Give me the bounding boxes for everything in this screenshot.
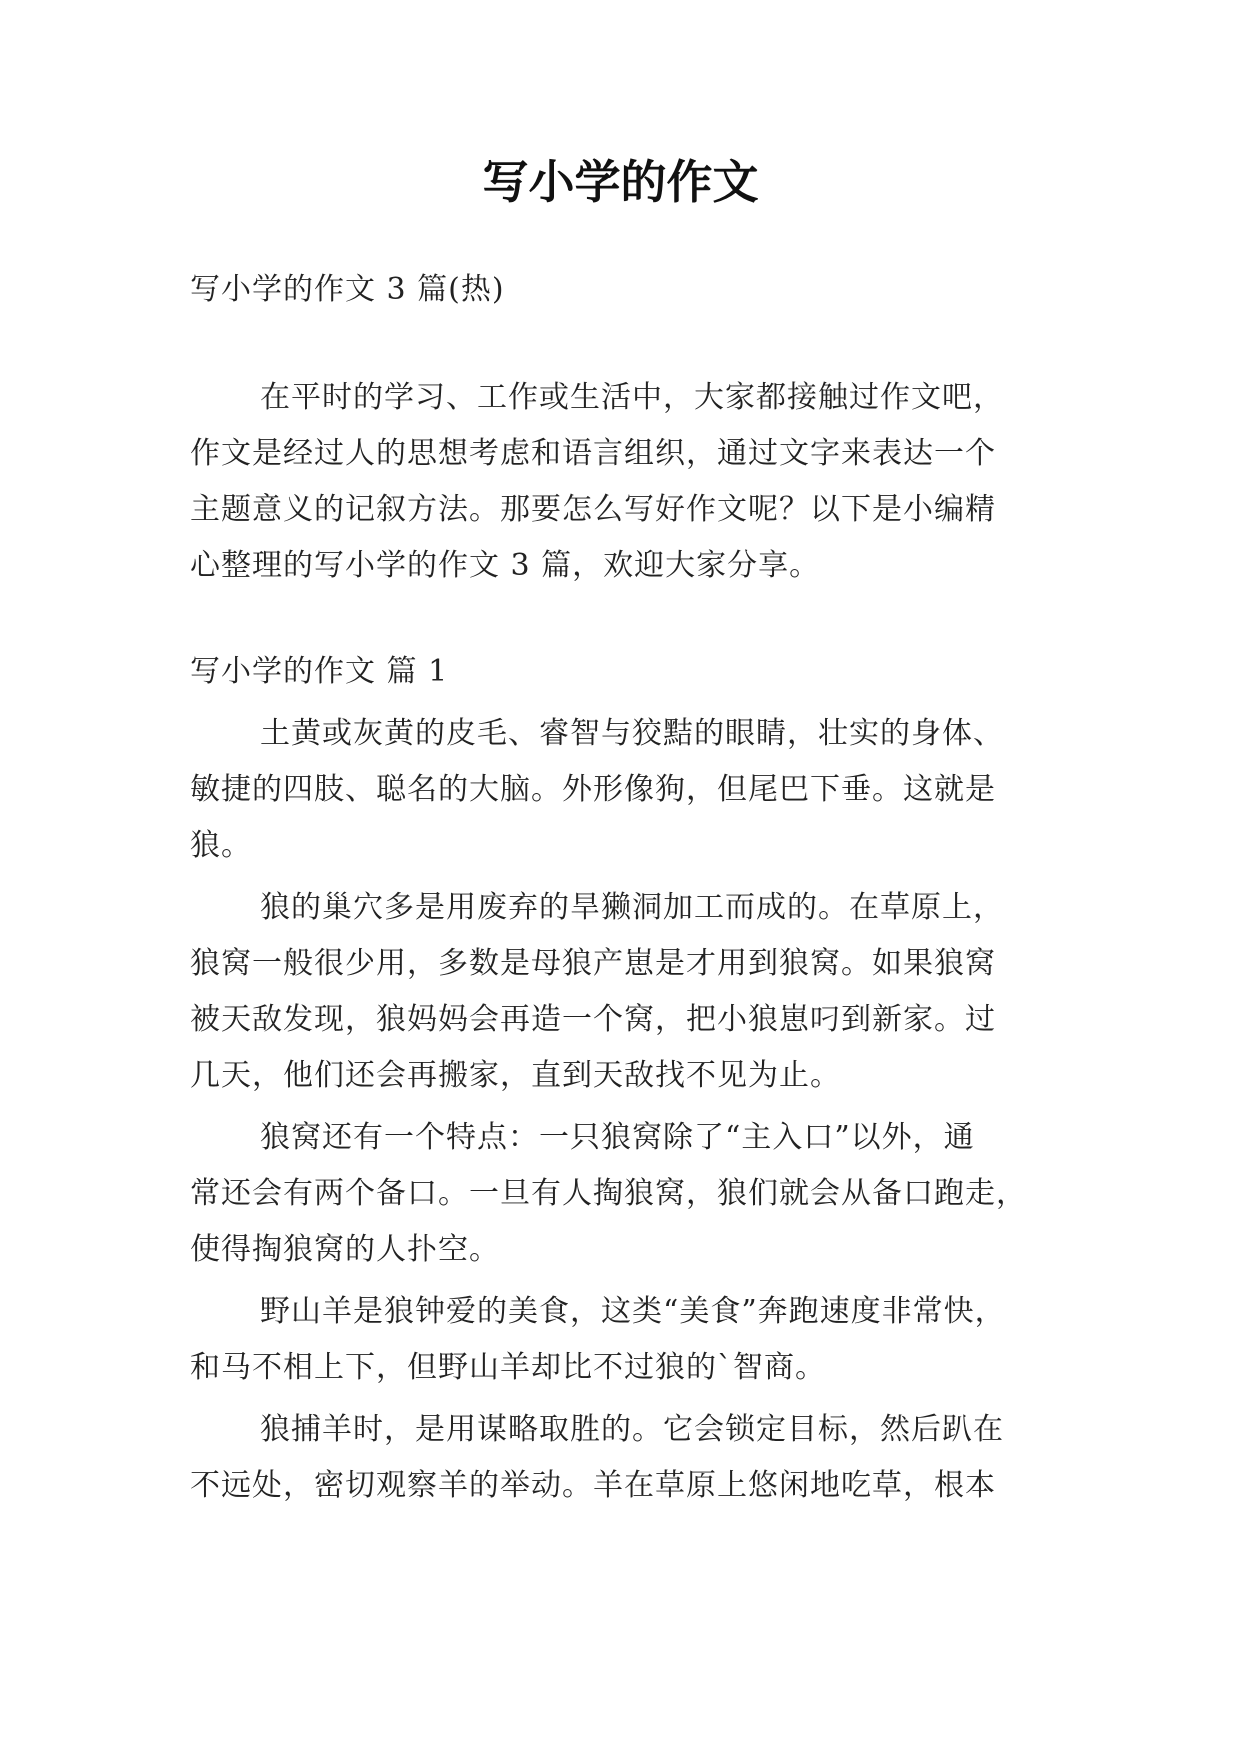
paragraph-line: 狼。 (190, 828, 252, 863)
intro-line: 心整理的写小学的作文 3 篇，欢迎大家分享。 (190, 548, 821, 583)
paragraph-line: 不远处，密切观察羊的举动。羊在草原上悠闲地吃草，根本 (190, 1468, 996, 1503)
paragraph-line: 和马不相上下，但野山羊却比不过狼的`智商。 (190, 1350, 826, 1385)
paragraph-line: 敏捷的四肢、聪名的大脑。外形像狗，但尾巴下垂。这就是 (190, 772, 996, 807)
paragraph-line: 被天敌发现，狼妈妈会再造一个窝，把小狼崽叼到新家。过 (190, 1002, 996, 1037)
paragraph-line: 使得掏狼窝的人扑空。 (190, 1232, 500, 1267)
document-body (190, 262, 1065, 1514)
paragraph-3 (190, 1110, 1065, 1278)
paragraph-line: 狼窝一般很少用，多数是母狼产崽是才用到狼窝。如果狼窝 (190, 946, 996, 981)
paragraph-line: 常还会有两个备口。一旦有人掏狼窝，狼们就会从备口跑走， (190, 1176, 1027, 1211)
paragraph-line: 狼窝还有一个特点：一只狼窝除了“主入口”以外，通 (260, 1120, 975, 1155)
intro-paragraph (190, 370, 1065, 594)
intro-line: 作文是经过人的思想考虑和语言组织，通过文字来表达一个 (190, 436, 996, 471)
paragraph-2 (190, 880, 1065, 1104)
paragraph-line: 狼捕羊时，是用谋略取胜的。它会锁定目标，然后趴在 (260, 1412, 1004, 1447)
section-heading: 写小学的作文 篇 1 (190, 654, 449, 689)
intro-line: 在平时的学习、工作或生活中，大家都接触过作文吧， (260, 380, 1004, 415)
paragraph-line: 几天，他们还会再搬家，直到天敌找不见为止。 (190, 1058, 841, 1093)
paragraph-1 (190, 706, 1065, 874)
paragraph-line: 狼的巢穴多是用废弃的旱獭洞加工而成的。在草原上， (260, 890, 1004, 925)
paragraph-4 (190, 1284, 1065, 1396)
intro-line: 主题意义的记叙方法。那要怎么写好作文呢？以下是小编精 (190, 492, 996, 527)
document-title: 写小学的作文 (482, 155, 759, 209)
document-subtitle: 写小学的作文 3 篇(热) (190, 272, 505, 307)
paragraph-line: 野山羊是狼钟爱的美食，这类“美食”奔跑速度非常快， (260, 1294, 1006, 1329)
paragraph-line: 土黄或灰黄的皮毛、睿智与狡黠的眼睛，壮实的身体、 (260, 716, 1004, 751)
paragraph-5 (190, 1402, 1065, 1514)
